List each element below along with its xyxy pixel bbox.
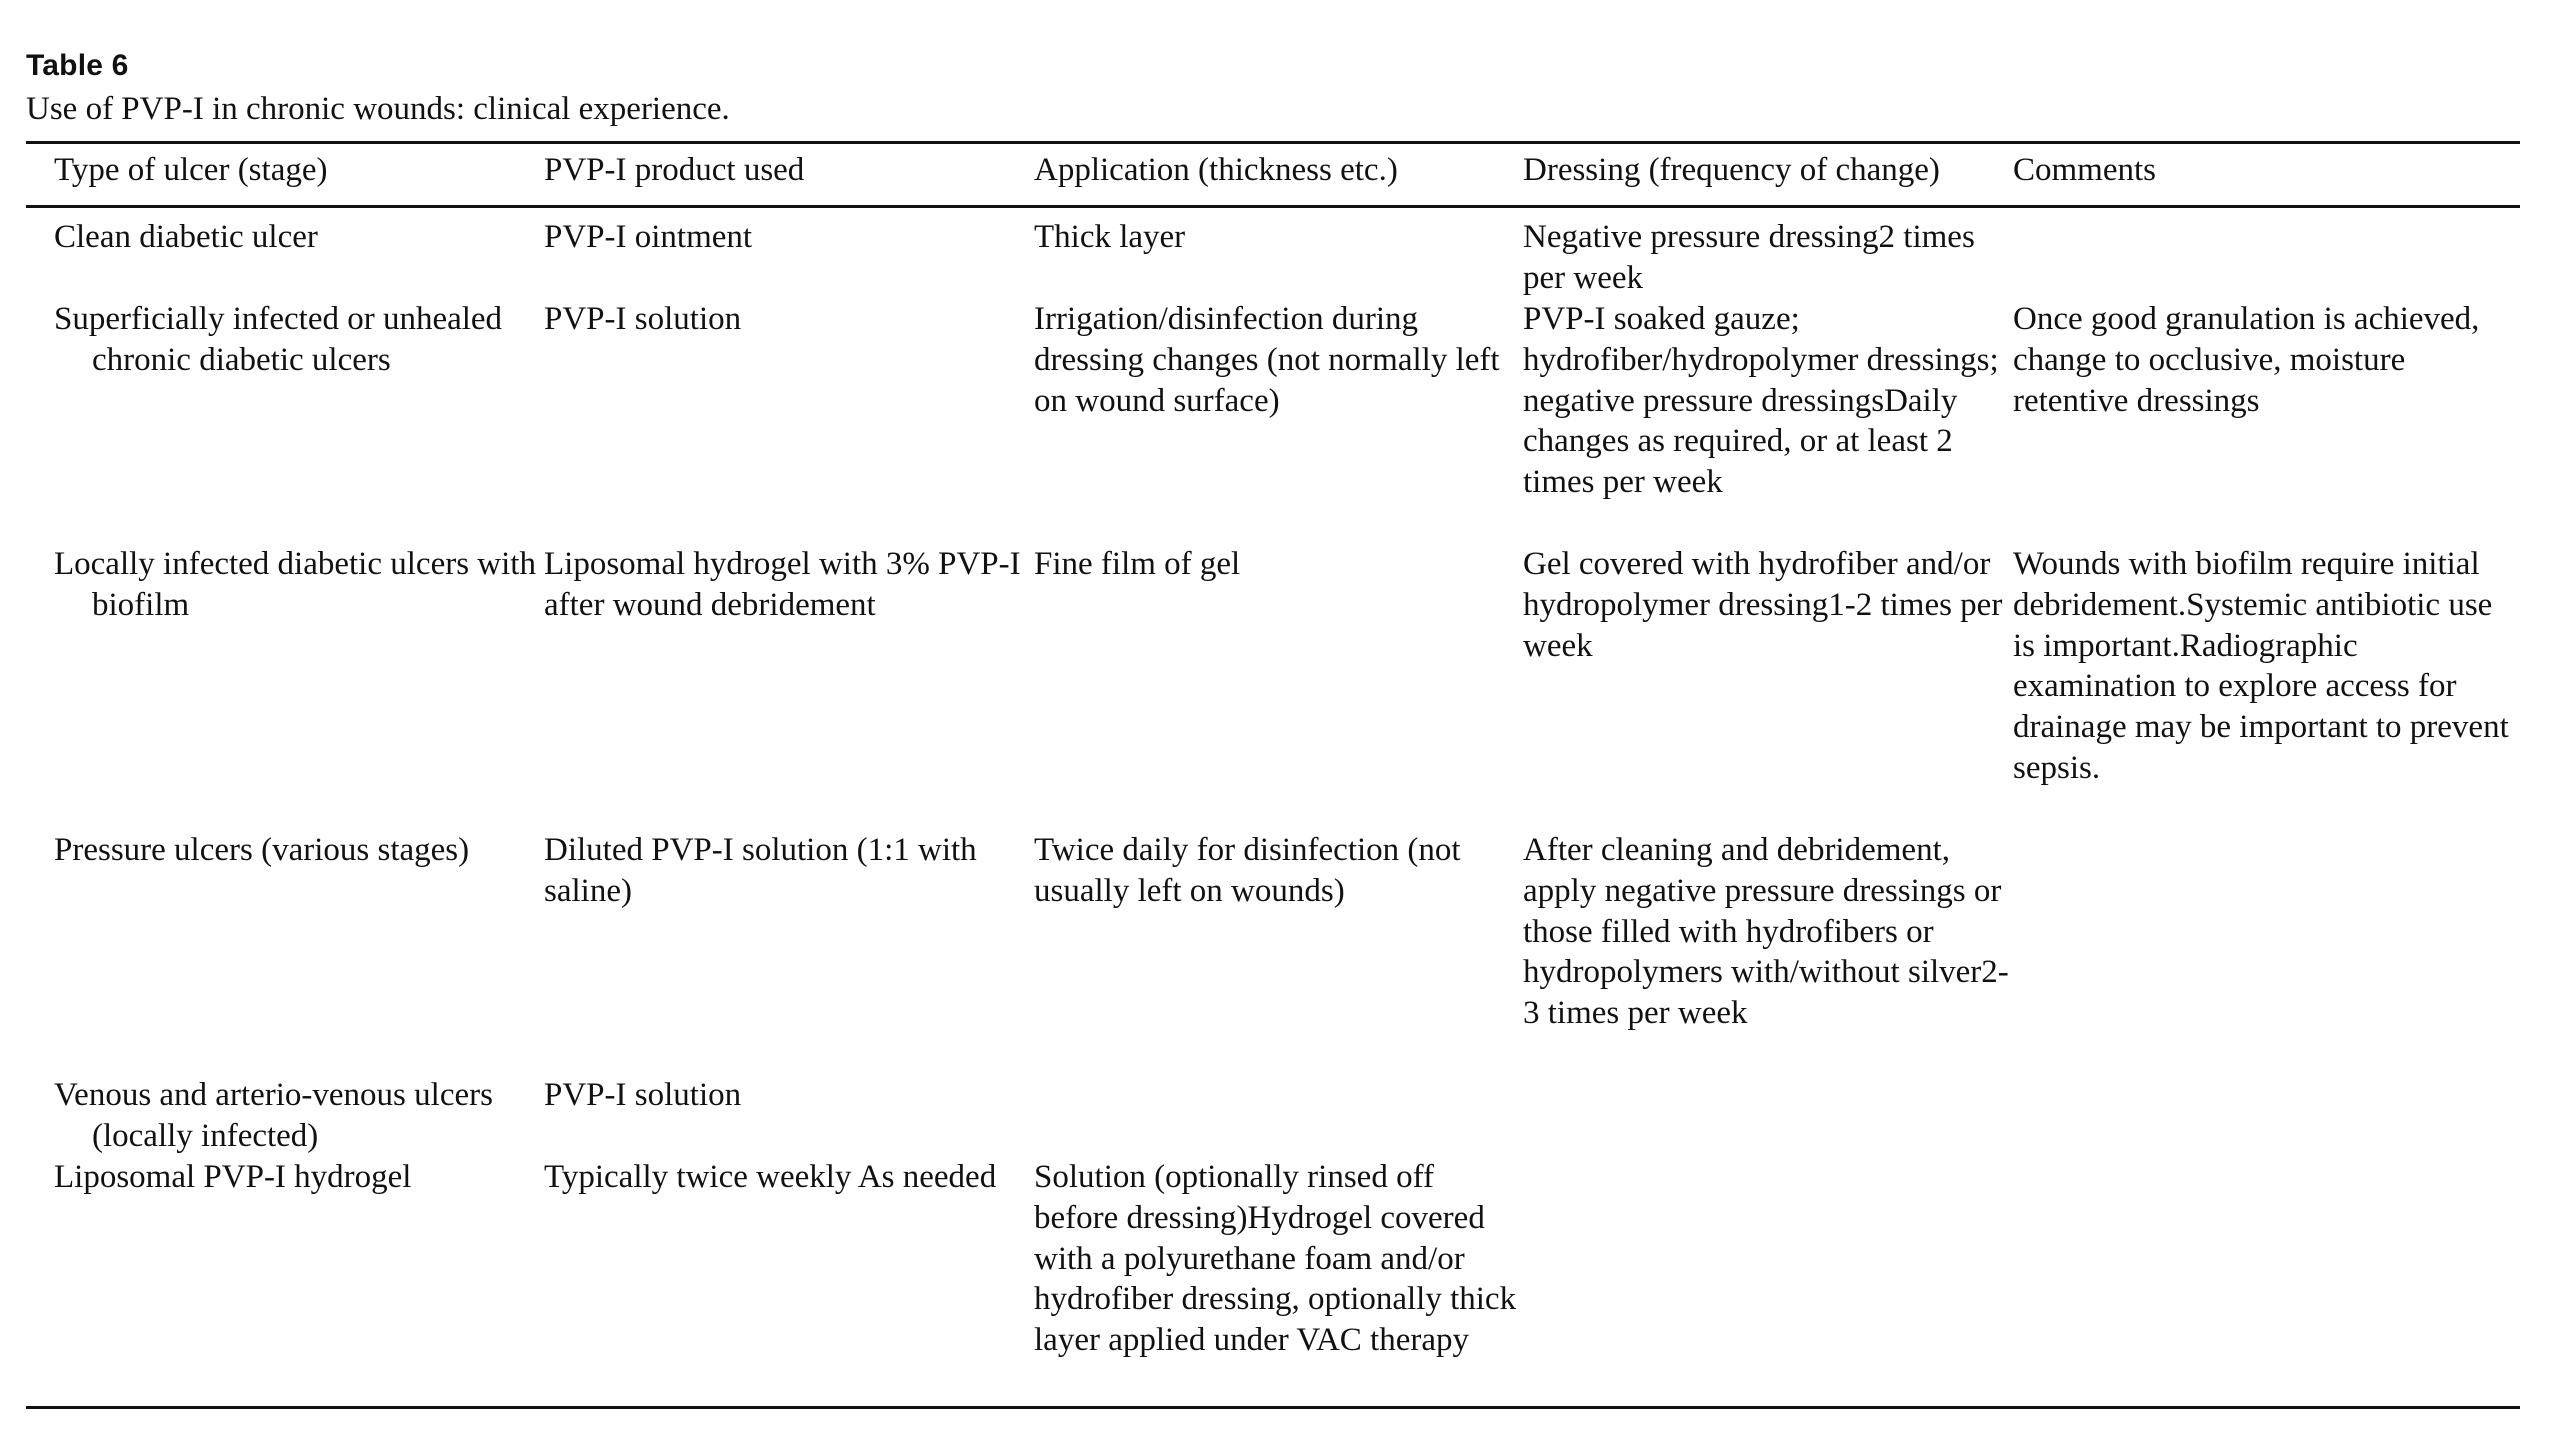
table-cell: Wounds with biofilm require initial debridement.Systemic antibiotic use is important.Radiographic examination to explore access for drainage may be important to prevent sepsis. xyxy=(2013,546,2509,786)
table-top-rule xyxy=(26,141,2520,144)
table-cell: Twice daily for disinfection (not usually left on wounds) xyxy=(1034,832,1461,909)
table-cell: After cleaning and debridement, apply negative pressure dressings or those filled with hydrofibers or hydropolymers with/without silver2-3 times per week xyxy=(1523,832,2009,1032)
table-cell: PVP-I ointment xyxy=(544,219,753,255)
column-header-dressing: Dressing (frequency of change) xyxy=(1523,152,1940,188)
table-header-row xyxy=(26,150,2520,200)
table-cell: Negative pressure dressing2 times per week xyxy=(1523,219,1975,296)
table-cell: PVP-I solution xyxy=(544,1077,742,1113)
column-header-comments: Comments xyxy=(2013,152,2157,188)
table-caption: Use of PVP-I in chronic wounds: clinical experience. xyxy=(26,91,730,127)
table-header-rule xyxy=(26,205,2520,208)
table-cell: Venous and arterio-venous ulcers (locally infected) xyxy=(54,1077,493,1154)
column-header-application: Application (thickness etc.) xyxy=(1034,152,1398,188)
table-bottom-rule xyxy=(26,1406,2520,1409)
table-cell: PVP-I solution xyxy=(544,301,742,337)
table-cell: PVP-I soaked gauze; hydrofiber/hydropolymer dressings; negative pressure dressingsDaily changes as required, or at least 2 times per week xyxy=(1523,301,1999,501)
column-header-product: PVP-I product used xyxy=(544,152,805,188)
table-cell: Locally infected diabetic ulcers with biofilm xyxy=(54,546,536,623)
table-cell: Gel covered with hydrofiber and/or hydropolymer dressing1-2 times per week xyxy=(1523,546,2003,664)
table-cell: Clean diabetic ulcer xyxy=(54,219,318,255)
table-label: Table 6 xyxy=(26,49,129,82)
table-cell: Thick layer xyxy=(1034,219,1186,255)
table-cell: Superficially infected or unhealed chronic diabetic ulcers xyxy=(54,301,503,378)
table-cell: Once good granulation is achieved, change to occlusive, moisture retentive dressings xyxy=(2013,301,2480,419)
table-cell: Typically twice weekly As needed xyxy=(544,1159,997,1195)
table-cell: Irrigation/disinfection during dressing changes (not normally left on wound surface) xyxy=(1034,301,1500,419)
table-cell: Fine film of gel xyxy=(1034,546,1241,582)
table-cell: Solution (optionally rinsed off before dressing)Hydrogel covered with a polyurethane foam and/or hydrofiber dressing, optionally thick layer applied under VAC therapy xyxy=(1034,1159,1517,1359)
table-cell: Liposomal PVP-I hydrogel xyxy=(54,1159,412,1195)
table-cell: Pressure ulcers (various stages) xyxy=(54,832,470,868)
table-cell: Liposomal hydrogel with 3% PVP-I after wound debridement xyxy=(544,546,1021,623)
column-header-ulcer-type: Type of ulcer (stage) xyxy=(54,152,328,188)
table-cell: Diluted PVP-I solution (1:1 with saline) xyxy=(544,832,977,909)
